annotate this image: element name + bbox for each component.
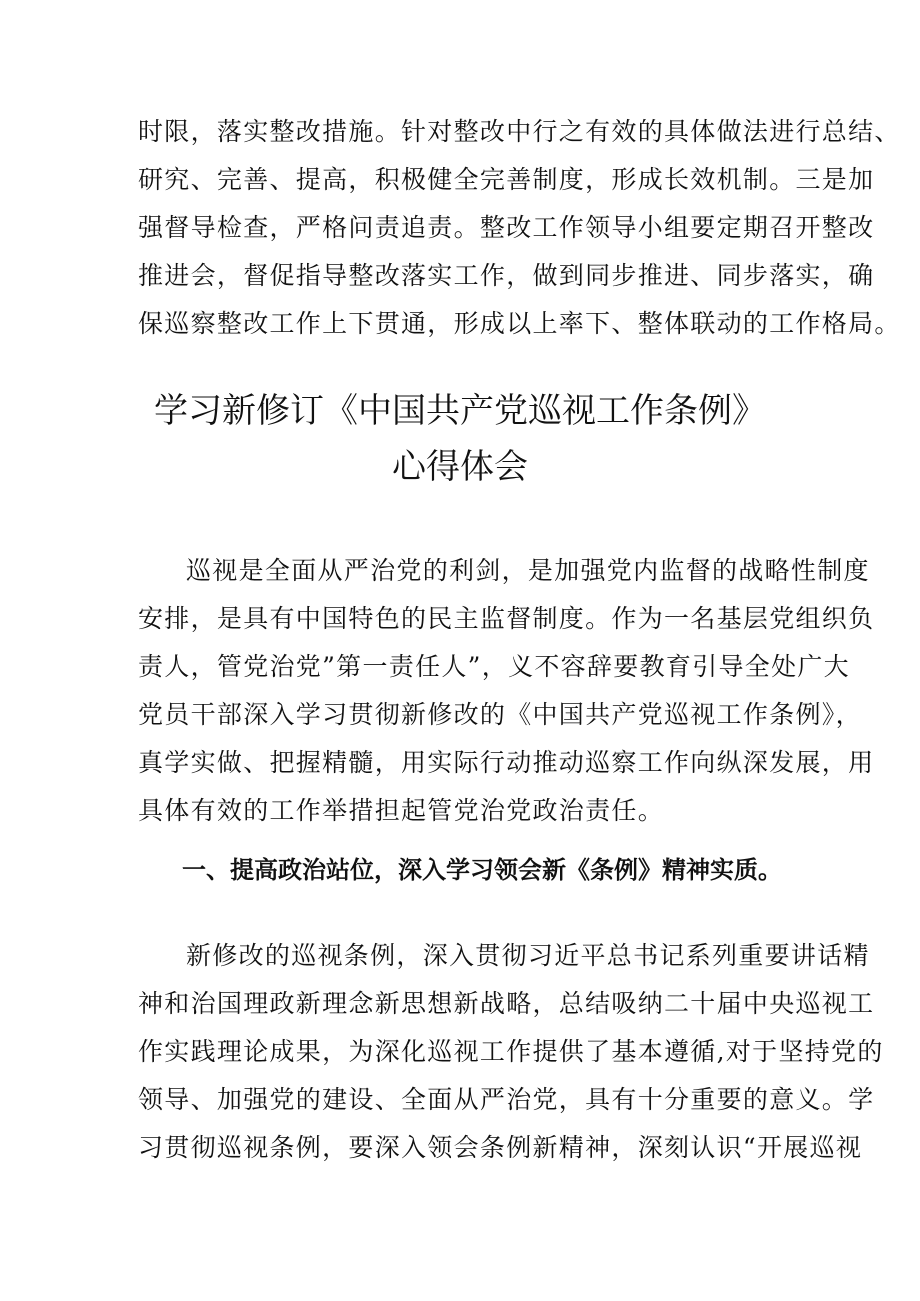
paragraph-2-line-2: 神和治国理政新理念新思想新战略，总结吸纳二十届中央巡视工 bbox=[138, 989, 875, 1018]
paragraph-1-line-6: 具体有效的工作举措担起管党治党政治责任。 bbox=[138, 796, 665, 825]
intro-line-3: 强督导检查，严格问责追责。整改工作领导小组要定期召开整改 bbox=[138, 213, 875, 242]
intro-line-1: 时限，落实整改措施。针对整改中行之有效的具体做法进行总结、 bbox=[138, 117, 901, 146]
paragraph-1-line-4: 党员干部深入学习贯彻新修改的《中国共产党巡视工作条例》， bbox=[138, 700, 862, 729]
document-title-line-1: 学习新修订《中国共产党巡视工作条例》 bbox=[154, 391, 766, 431]
paragraph-2-line-1: 新修改的巡视条例，深入贯彻习近平总书记系列重要讲话精 bbox=[186, 941, 870, 970]
paragraph-1-line-1: 巡视是全面从严治党的利剑，是加强党内监督的战略性制度 bbox=[186, 556, 870, 585]
section-heading: 一、提高政治站位，深入学习领会新《条例》精神实质。 bbox=[182, 856, 782, 884]
paragraph-1-line-5: 真学实做、把握精髓，用实际行动推动巡察工作向纵深发展，用 bbox=[138, 748, 875, 777]
paragraph-2-line-5: 习贯彻巡视条例，要深入领会条例新精神，深刻认识“开展巡视 bbox=[138, 1133, 863, 1162]
intro-line-2: 研究、完善、提高，积极健全完善制度，形成长效机制。三是加 bbox=[138, 165, 875, 194]
intro-line-5: 保巡察整改工作上下贯通，形成以上率下、整体联动的工作格局。 bbox=[138, 309, 901, 338]
document-title-line-2: 心得体会 bbox=[392, 447, 528, 487]
paragraph-1-line-2: 安排，是具有中国特色的民主监督制度。作为一名基层党组织负 bbox=[138, 604, 875, 633]
paragraph-1-line-3: 责人，管党治党”第一责任人”，义不容辞要教育引导全处广大 bbox=[138, 652, 850, 681]
intro-line-4: 推进会，督促指导整改落实工作，做到同步推进、同步落实，确 bbox=[138, 261, 875, 290]
paragraph-2-line-3: 作实践理论成果，为深化巡视工作提供了基本遵循,对于坚持党的 bbox=[138, 1037, 884, 1066]
paragraph-2-line-4: 领导、加强党的建设、全面从严治党，具有十分重要的意义。学 bbox=[138, 1085, 875, 1114]
